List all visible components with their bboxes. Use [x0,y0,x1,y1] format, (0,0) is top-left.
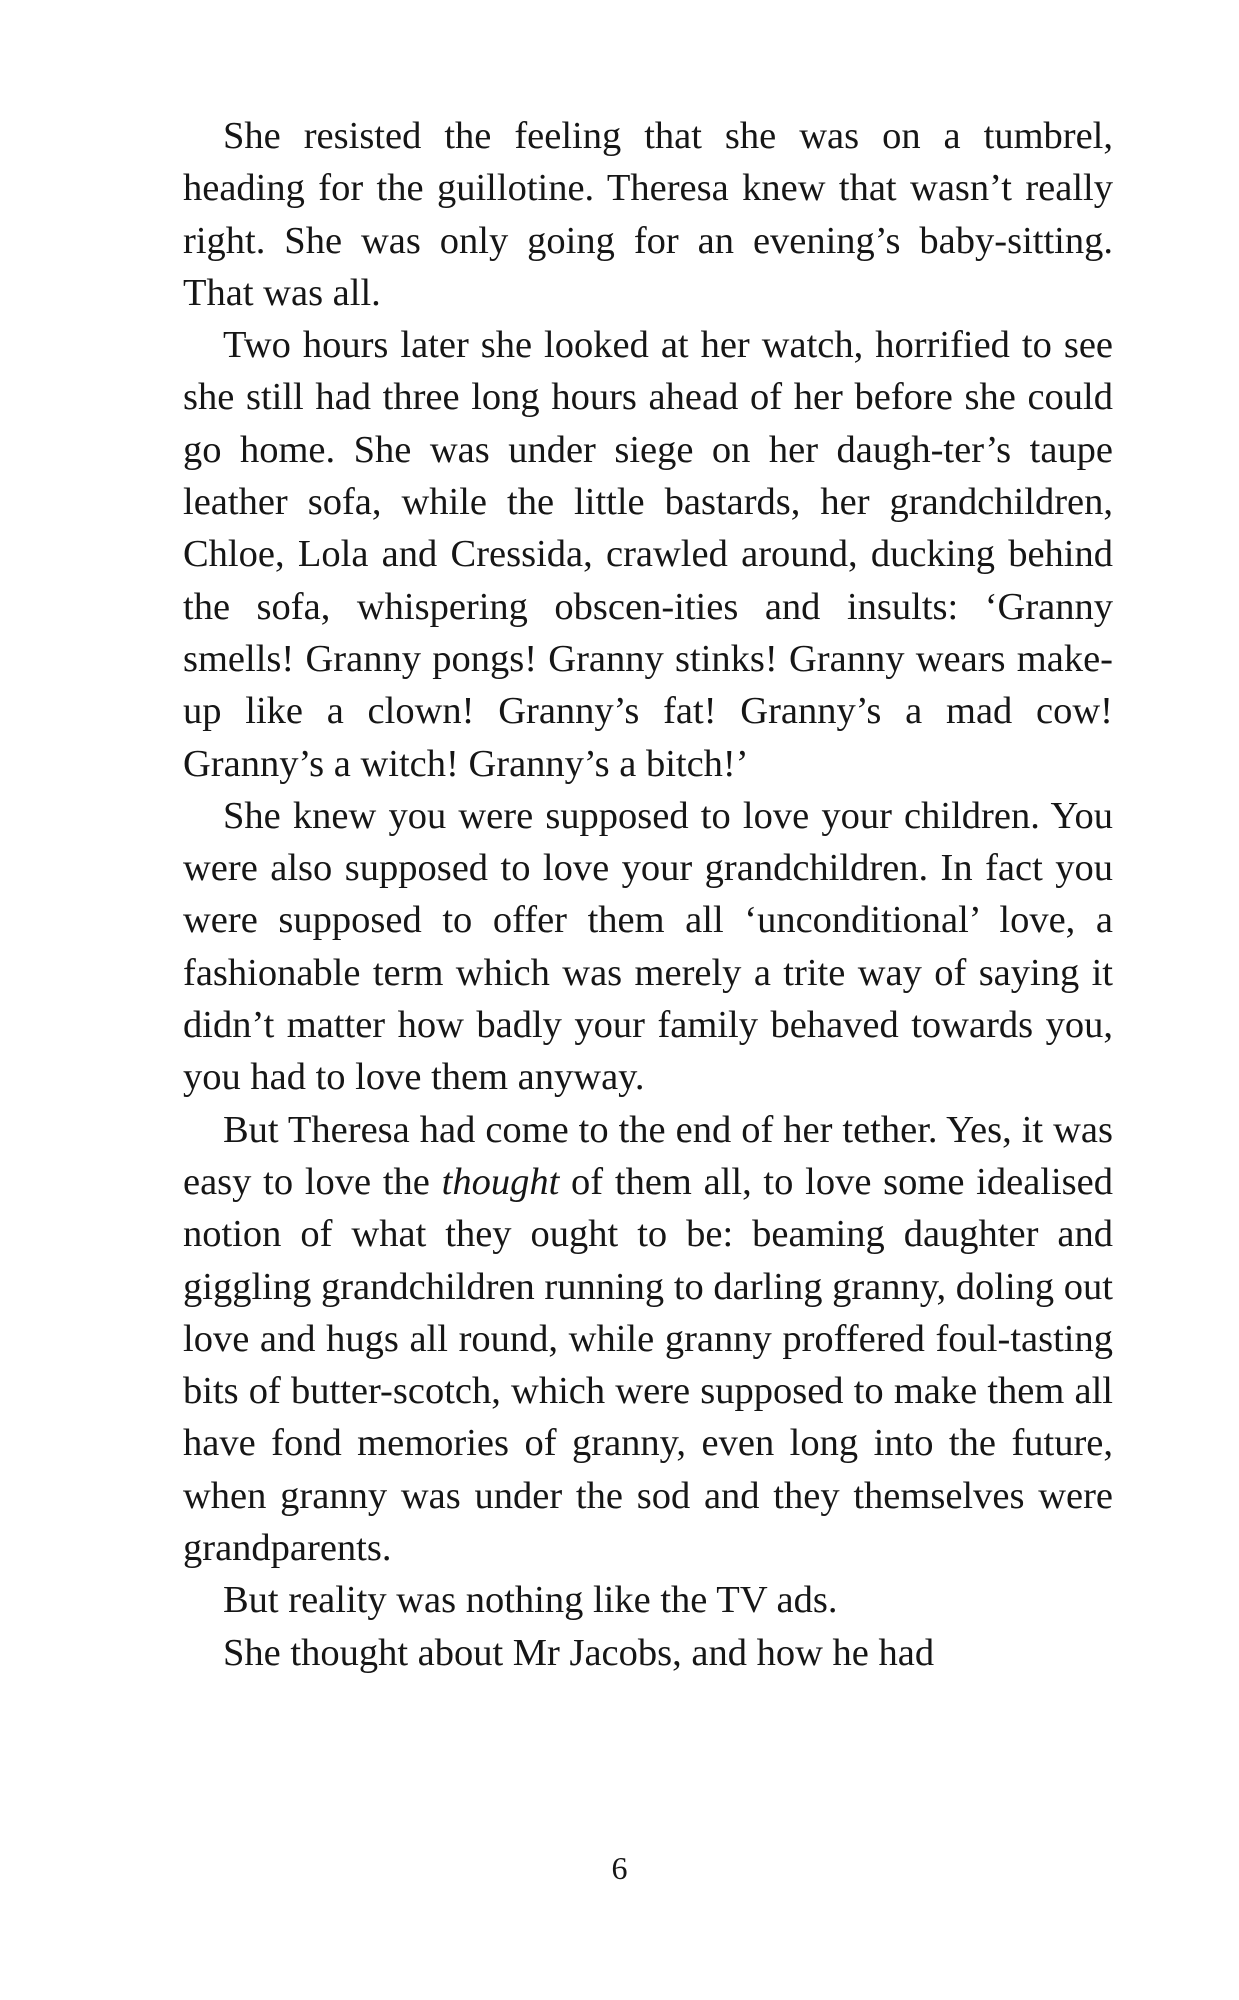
paragraph-1: She resisted the feeling that she was on a tumbrel, heading for the guillotine. Theresa knew that wasn’t really right. She was only going for an evening’s baby-sitting. That was all. [183,115,1113,314]
body-text [183,110,1113,1679]
page-number: 6 [611,1850,628,1886]
paragraph-4-end: of them all, to love some idealised notion of what they ought to be: beaming daughter and giggling grandchildren running to darling granny, doling out love and hugs all round, while granny proffered foul-tasting bits of butter-scotch, which were supposed to make them all have fond memories of granny, even long into the future, when granny was under the sod and they themselves were grandparents. [183,1160,1113,1570]
paragraph-4-emphasis: thought [441,1160,560,1203]
paragraph-4 [183,1104,1113,1575]
paragraph-3: She knew you were supposed to love your children. You were also supposed to love your grandchildren. In fact you were supposed to offer them all ‘unconditional’ love, a fashionable term which was merely a trite way of saying it didn’t matter how badly your family behaved towards you, you had to love them anyway. [183,794,1113,1099]
paragraph-4-start: But Theresa had come to the end of her tether. Yes, it was easy to love the [183,1108,1113,1203]
paragraph-2: Two hours later she looked at her watch, horrified to see she still had three long hours ahead of her before she could go home. She was under siege on her daugh-ter’s taupe leather sofa, while the little bastards, her grandchildren, Chloe, Lola and Cressida, crawled around, ducking behind the sofa, whispering obscen-ities and insults: ‘Granny smells! Granny pongs! Granny stinks! Granny wears make-up like a clown! Granny’s fat! Granny’s a mad cow! Granny’s a witch! Granny’s a bitch!’ [183,324,1113,785]
paragraph-6: She thought about Mr Jacobs, and how he had [223,1631,935,1674]
paragraph-5: But reality was nothing like the TV ads. [223,1579,838,1622]
